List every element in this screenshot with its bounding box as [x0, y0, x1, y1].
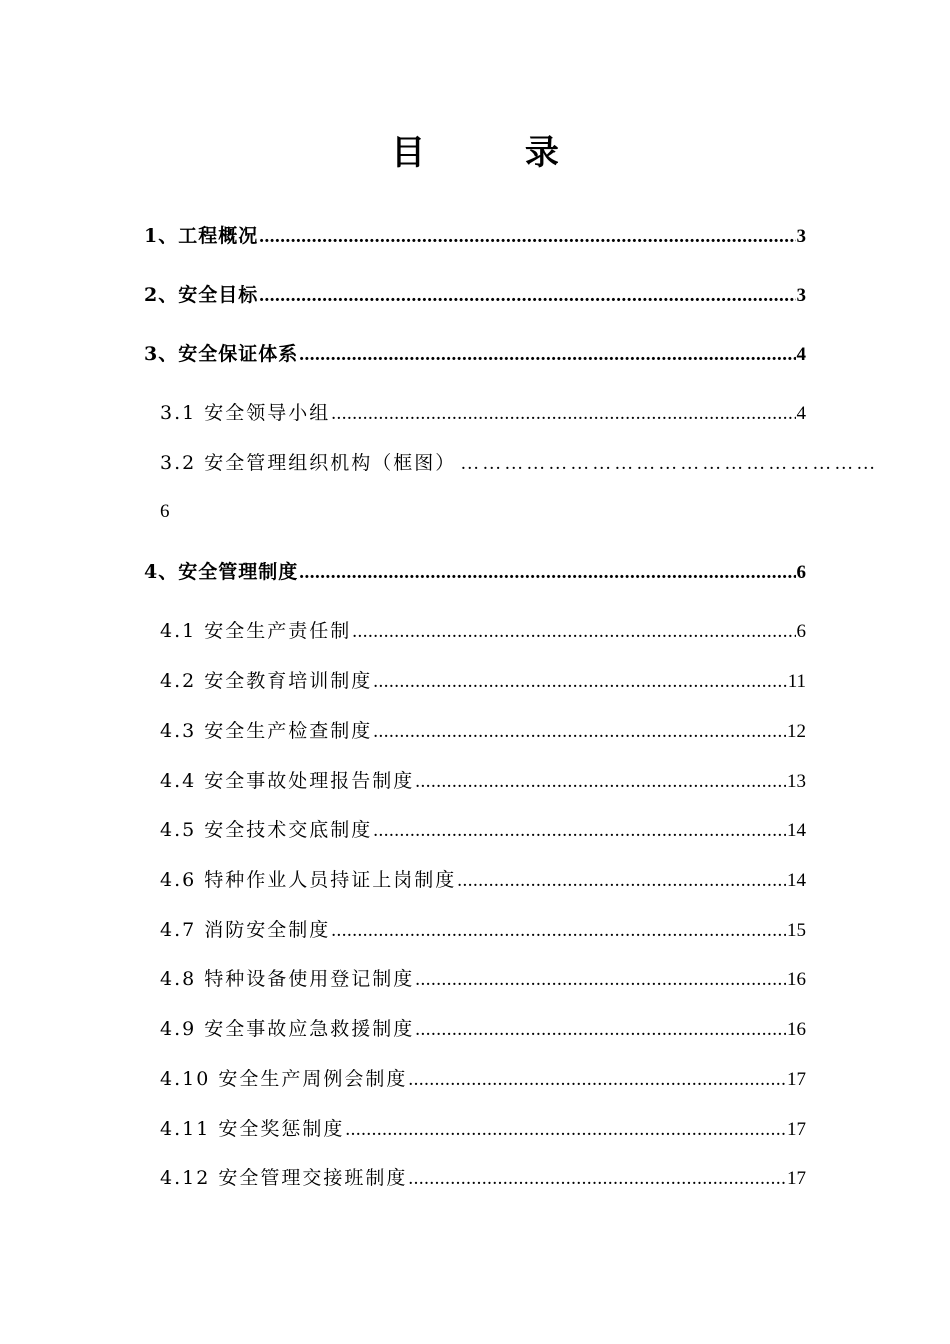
toc-leader-dots: [345, 1115, 786, 1145]
toc-entry-3-1[interactable]: [160, 398, 806, 428]
toc-page-number: 6: [796, 562, 806, 583]
toc-entry-label: 4.6 特种作业人员持证上岗制度: [160, 869, 457, 891]
toc-leader-dots: [415, 767, 786, 797]
toc-entry-3[interactable]: [144, 339, 806, 369]
toc-entry-4-6[interactable]: [160, 865, 806, 895]
toc-entry-label: 4.8 特种设备使用登记制度: [160, 968, 415, 990]
toc-entry-label: 4.10 安全生产周例会制度: [160, 1068, 408, 1090]
toc-leader-dots: [259, 281, 795, 311]
toc-entry-label: 3.2 安全管理组织机构（框图）: [160, 452, 457, 474]
toc-entry-label: 4.2 安全教育培训制度: [160, 670, 373, 692]
toc-page-number: 13: [787, 771, 806, 792]
toc-page-number: 4: [796, 344, 806, 365]
toc-leader-dots: [299, 558, 795, 588]
toc-entry-label: 3、安全保证体系: [144, 343, 299, 365]
toc-leader-dots: [415, 1015, 786, 1045]
toc-leader-dots: [408, 1065, 786, 1095]
toc-page-number: 3: [796, 226, 806, 247]
toc-entry-label: 4.11 安全奖惩制度: [160, 1118, 345, 1140]
toc-entry-4-4[interactable]: [160, 766, 806, 796]
toc-entry-label: 4.3 安全生产检查制度: [160, 720, 373, 742]
toc-entry-label: 3.1 安全领导小组: [160, 402, 331, 424]
toc-page-number: 16: [787, 969, 806, 990]
toc-page-number: 15: [787, 920, 806, 941]
toc-entry-label: 4.7 消防安全制度: [160, 919, 331, 941]
toc-entry-4-8[interactable]: [160, 964, 806, 994]
toc-entry-4-2[interactable]: [160, 666, 806, 696]
toc-leader-dots: [331, 399, 795, 429]
toc-leader-dots: [415, 965, 786, 995]
toc-entry-4-3[interactable]: [160, 716, 806, 746]
toc-entry-4-9[interactable]: [160, 1014, 806, 1044]
toc-page-number: 6: [796, 621, 806, 642]
toc-page-number: 14: [787, 870, 806, 891]
toc-page-number: 16: [787, 1019, 806, 1040]
toc-page-number: 17: [787, 1119, 806, 1140]
toc-entry-label: 2、安全目标: [144, 284, 259, 306]
toc-page-number: 17: [787, 1168, 806, 1189]
toc-entry-label: 4、安全管理制度: [144, 561, 299, 583]
toc-entry-4-1[interactable]: [160, 616, 806, 646]
toc-entry-4-5[interactable]: [160, 815, 806, 845]
toc-leader-dots: [373, 667, 786, 697]
toc-page-number: 11: [787, 671, 806, 692]
toc-entry-label: 4.12 安全管理交接班制度: [160, 1167, 408, 1189]
toc-leader-dots: [299, 340, 795, 370]
toc-entry-label: 4.1 安全生产责任制: [160, 620, 352, 642]
toc-entry-3-2[interactable]: [160, 448, 879, 478]
toc-page-number: 3: [796, 285, 806, 306]
toc-page-number: 17: [787, 1069, 806, 1090]
page-title: 目 录: [391, 133, 603, 173]
toc-entry-label: 4.9 安全事故应急救援制度: [160, 1018, 415, 1040]
toc-leader-dots: [457, 866, 786, 896]
toc-entry-4-7[interactable]: [160, 915, 806, 945]
toc-entry-label: 4.5 安全技术交底制度: [160, 819, 373, 841]
toc-leader-dots: [331, 916, 786, 946]
toc-leader-dots: [259, 222, 795, 252]
toc-entry-1[interactable]: [144, 221, 806, 251]
toc-leader-dots: [352, 617, 795, 647]
toc-entry-4-10[interactable]: [160, 1064, 806, 1094]
toc-leader-dots: [373, 717, 786, 747]
toc-leader-dots: [408, 1164, 786, 1194]
toc-leader-dots: [373, 816, 786, 846]
toc-page-number: 4: [796, 403, 806, 424]
toc-entry-2[interactable]: [144, 280, 806, 310]
toc-entry-label: 4.4 安全事故处理报告制度: [160, 770, 415, 792]
toc-entry-4-12[interactable]: [160, 1163, 806, 1193]
toc-page-number: 12: [787, 721, 806, 742]
toc-page-number: 6: [160, 501, 170, 522]
toc-entry-4-11[interactable]: [160, 1114, 806, 1144]
toc-entry-label: 1、工程概况: [144, 225, 259, 247]
toc-leader-ellipsis: …………………………………………………: [460, 453, 879, 474]
toc-page-number: 14: [787, 820, 806, 841]
toc-entry-4[interactable]: [144, 557, 806, 587]
